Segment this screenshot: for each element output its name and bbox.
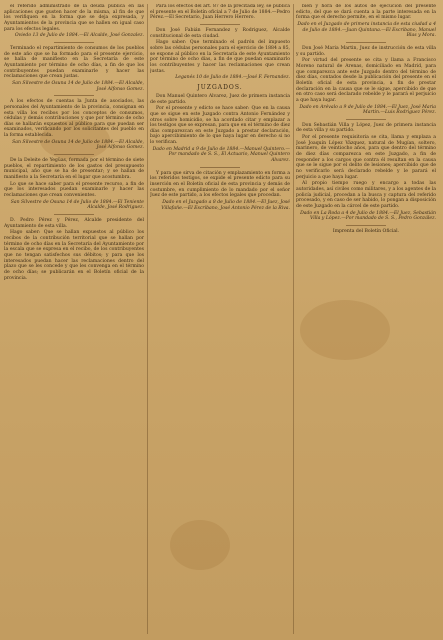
separator (54, 154, 94, 155)
separator (346, 42, 386, 43)
signature-line: Leganés 10 de Julio de 1884.—José F. Fernandez. (175, 75, 290, 81)
paragraph: Por el presente requisitoria se cita, llama y emplaza a José Joaquín López Vázquez, natural de Mugían, soltero, marinero, de veintiocho años, para que dentro del término de diez días comparezca en este Juzgado, a fin de responder a los cargos que contra él resultan en la causa que se le sigue por el delito de lesiones; apercibido que de no verificarlo será declarado rebelde y le parará el perjuicio a que haya lugar. (296, 135, 436, 180)
separator (346, 119, 386, 120)
paragraph: Y para que sirva de citación y emplazamiento en forma a los referidos testigos, se expide el presente edicto para su inserción en el Boletín oficial de esta provincia y demás de costumbre, en cumplimiento de lo mandado por el señor Juez de este partido, a los efectos legales que procedan. (150, 170, 290, 199)
signature-line: San Silvestre de Osuna 14 de Julio de 1884.—El Alcalde, José Alfonso Gomez. (12, 80, 144, 92)
separator (54, 95, 94, 96)
separator (346, 225, 386, 226)
paragraph: Al propio tiempo ruego y encargo a todas las autoridades, así civiles como militares, y a los agentes de la policía judicial, procedan a la busca y captura del referido procesado, y en caso de ser habido, lo pongan a disposición de este Juzgado en la cárcel de este partido. (296, 181, 436, 209)
signature-line: San Silvestre de Osuna 14 de Julio de 1884.—El Alcalde, José Alfonso Gomez. (12, 139, 144, 151)
paragraph: Lo que se hace saber para el presente recurso, a fin de que los interesados puedan examinarle y hacer las reclamaciones que crean convenientes. (4, 181, 144, 199)
signature-line: Dado en el Juzgado a 8 de Julio de 1884.—El Juez, José Villafañe.—El Escribano, José Antonio Pérez de la Riva. (161, 200, 290, 211)
column-right (296, 4, 436, 636)
signature-line: Oviedo 13 de Julio de 1884.—El Alcalde, José Gonzalez. (14, 33, 144, 39)
column-rule (293, 4, 294, 634)
signature-line: Dado en el Juzgado de primera instancia de esta ciudad a 4 de Julio de 1884.—Juan Quintana.—El Escribano, Manuel Blas y Mora. (297, 21, 436, 39)
signature-line: San Silvestre de Osuna 14 de Julio de 1884.—El Teniente Alcalde, José Rodriguez. (10, 199, 144, 211)
signature-line: Dado en Madrid a 9 de Julio de 1884.—Manuel Quintero.—Por mandado de S. S., El Actuario, Manuel Quintero Alvarez. (152, 146, 290, 164)
paragraph: Por virtud del presente se cita y llama a Francisco Moreno natural de Arenas, domiciliado en Madrid, para que comparezca ante este Juzgado dentro del término de diez días, contados desde la publicación del presente en el Boletín oficial de esta provincia, a fin de prestar declaración en la causa que se le sigue, apercibido de que en otro caso será declarado rebelde y le parará el perjuicio a que haya lugar. (296, 58, 436, 103)
paragraph: Hago saber: Que terminado el padrón del impuesto sobre las cédulas personales para el ejercicio de 1884 a 85, se expone al público en la Secretaría de este Ayuntamiento por término de ocho días, a fin de que puedan examinarlo los contribuyentes y hacer las reclamaciones que crean justas. (150, 40, 290, 74)
paragraph: A los efectos de cuentas la Junta de asociados, las personales del Ayuntamiento de la provincia, consignan en esta villa los recibos por los conceptos de consumos, cédulas y demás contribuciones y que por término de ocho días se hallarán expuestos al público para que puedan ser examinados, verificando por los solicitantes del pueblo en la forma establecida. (4, 99, 144, 139)
separator (200, 167, 240, 168)
paragraph: Terminado el repartimiento de consumos de los pueblos de este año que se ha formado para el presente ejercicio, se halla de manifiesto en la Secretaría de este Ayuntamiento por término de ocho días, a fin de que los contribuyentes puedan examinarle y hacer las reclamaciones que crean justas. (4, 45, 144, 80)
separator (54, 42, 94, 43)
paragraph: Don José Maria Martin, Juez de instrucción de esta villa y su partido. (296, 45, 436, 57)
section-heading: JUZGADOS. (197, 83, 243, 91)
printer-imprint: Imprenta del Boletín Oficial. (332, 228, 400, 234)
column-rule (147, 4, 148, 634)
paragraph: bien y hora de los autos de ejecución del presente edicto, del que se dará cuenta a la parte interesada en la forma que el derecho permite, en el mismo lugar. (296, 4, 436, 21)
paragraph: Hago saber: Que se hallan expuestos al público los recibos de la contribución territorial que se hallan por término de ocho días en la Secretaría del Ayuntamiento por la escala que se expresa en el recibo, de los contribuyentes que no tengan satisfechos sus débitos; y para que los interesados puedan hacer las reclamaciones dentro del plazo que se les concede y que les convenga en el término de ocho días; se publicarán en el Boletín oficial de la provincia. (4, 230, 144, 281)
column-middle (150, 4, 290, 636)
paragraph: Por el presente y edicto se hace saber: Que en la causa que se sigue en este Juzgado contra Antonio Fernández y otros sobre homicidio, se ha acordado citar y emplazar a los testigos que se expresan, para que en el término de diez días comparezcan en este Juzgado a prestar declaración, bajo apercibimiento de lo que haya lugar en derecho si no lo verifican. (150, 106, 290, 146)
signature-line: Dado en Arévalo a 9 de Julio de 1884.—El Juez, José Maria Martin.—Luis Rodriguez Pérez. (299, 104, 436, 116)
paragraph: el referido administrado de la deuda pública en las aplicaciones que gusten hacer de la misma, al fin de que los verifiquen en la forma que se deja expresada, y Ayuntamientos de la provincia que se hallen en igual caso para los efectos legales. (4, 4, 144, 32)
paragraph: D. Pedro Pérez y Pérez, Alcalde presidente del Ayuntamiento de esta villa. (4, 218, 144, 229)
separator (54, 214, 94, 215)
signature-line: Dado en La Roda a 4 de Julio de 1884.—El Juez, Sebastián Villa y López.—Por mandado de S. S., Pedro González. (300, 210, 436, 222)
separator (200, 24, 240, 25)
paragraph: Don Manuel Quintero Alvarez, Juez de primera instancia de este partido. (150, 93, 290, 105)
column-left (4, 4, 144, 636)
paragraph: Don José Fabián Fernandez y Rodriguez, Alcalde constitucional de esta ciudad. (150, 27, 290, 39)
paragraph: Para los efectos del art. 87 de la precitada ley, se publica el presente en el Boletín oficial a 7 de Julio de 1884.—Pedro Pérez.—El Secretario, Juan Herrero Herrero. (150, 4, 290, 21)
paragraph: Don Sebastián Villa y López, Juez de primera instancia de esta villa y su partido. (296, 122, 436, 134)
paragraph: De la Deleite de Yegüas, formada por el término de siete pueblos, el repartimiento de los gastos del presupuesto municipal, año que se ha de presentar; y se hallan de manifiesto a la Secretaría en el lugar que acostumbra. (4, 158, 144, 181)
